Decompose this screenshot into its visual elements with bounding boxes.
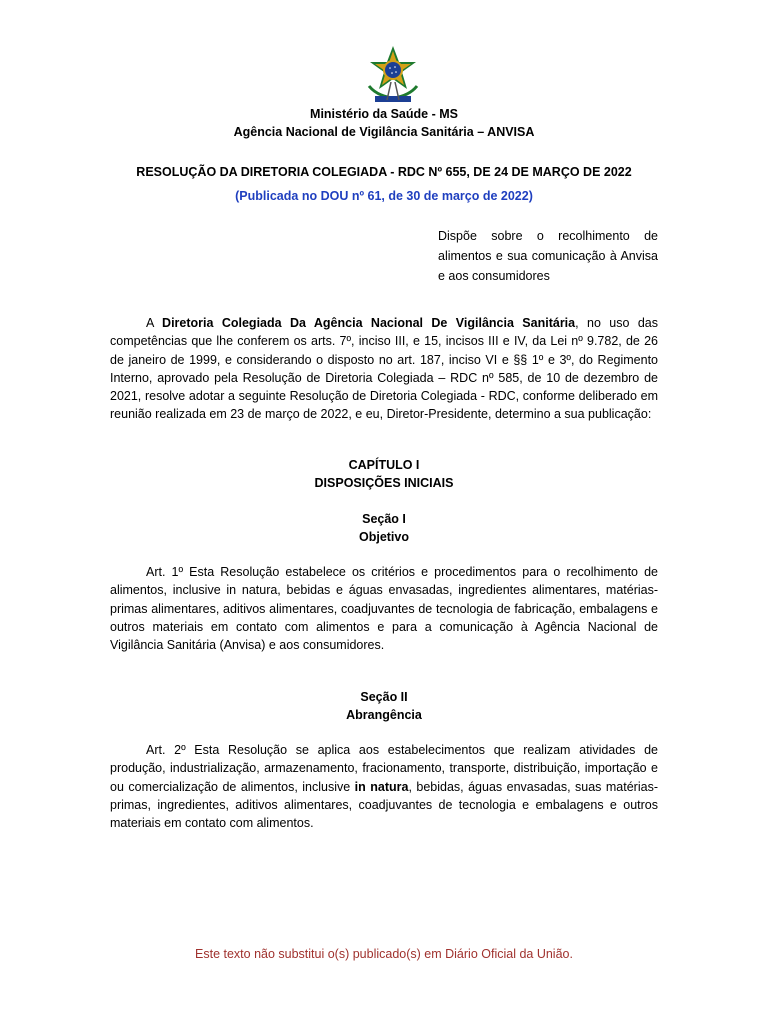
article-1: Art. 1º Esta Resolução estabelece os critérios e procedimentos para o recolhimento de alimentos, inclusive in natura, bebidas e águas envasadas, ingredientes alimentares, matérias-primas alimentares, aditivos alimentares, coadjuvantes de tecnologia de fabricação, embalagens e outros materiais em contato com alimentos e para a comunicação à Agência Nacional de Vigilância Sanitária (Anvisa) e aos consumidores. (110, 565, 658, 653)
article-2-bold: in natura (354, 779, 409, 794)
chapter-name: DISPOSIÇÕES INICIAIS (314, 476, 454, 490)
preamble-paragraph (110, 314, 658, 424)
publication-note: (Publicada no DOU nº 61, de 30 de março de 2022) (235, 189, 533, 203)
section1-name: Objetivo (358, 530, 409, 544)
article-2-after: , bebidas, águas envasadas, suas matérias-primas, ingredientes, aditivos alimentares, coadjuvantes de tecnologia e embalagens e outros materiais em contato com alimentos. (110, 779, 658, 831)
section2-label: Seção II (360, 690, 408, 704)
section2-name: Abrangência (346, 708, 422, 722)
ementa-summary: Dispõe sobre o recolhimento de alimentos e sua comunicação à Anvisa e aos consumidores (438, 229, 658, 283)
article-2 (110, 741, 658, 832)
preamble-rest: , no uso das competências que lhe conferem os arts. 7º, inciso III, e 15, incisos III e IV, da Lei nº 9.782, de 26 de janeiro de 1999, e considerando o disposto no art. 187, inciso VI e §§ 1º e 3º, do Regimento Interno, aprovado pela Resolução de Diretoria Colegiada – RDC nº 585, de 10 de dezembro de 2021, resolve adotar a seguinte Resolução de Diretoria Colegiada - RDC, conforme deliberado em reunião realizada em 23 de março de 2022, e eu, Diretor-Presidente, determino a sua publicação: (110, 316, 658, 422)
resolution-title: RESOLUÇÃO DA DIRETORIA COLEGIADA - RDC Nº 655, DE 24 DE MARÇO DE 2022 (136, 165, 632, 179)
preamble-lead: A (146, 316, 163, 330)
chapter-label: CAPÍTULO I (348, 458, 420, 472)
brazil-coat-of-arms-icon (363, 42, 423, 106)
article-2-before: Art. 2º Esta Resolução se aplica aos estabelecimentos que realizam atividades de produção, industrialização, armazenamento, fracionamento, transporte, distribuição, importação e ou comercialização de alimentos, inclusive (110, 743, 658, 794)
preamble-bold: Diretoria Colegiada Da Agência Nacional De Vigilância Sanitária (162, 316, 576, 330)
ministry-heading: Ministério da Saúde - MS (310, 107, 458, 121)
footer-disclaimer: Este texto não substitui o(s) publicado(s) em Diário Oficial da União. (195, 947, 573, 961)
agency-heading: Agência Nacional de Vigilância Sanitária – ANVISA (233, 125, 535, 139)
section1-label: Seção I (362, 512, 406, 526)
